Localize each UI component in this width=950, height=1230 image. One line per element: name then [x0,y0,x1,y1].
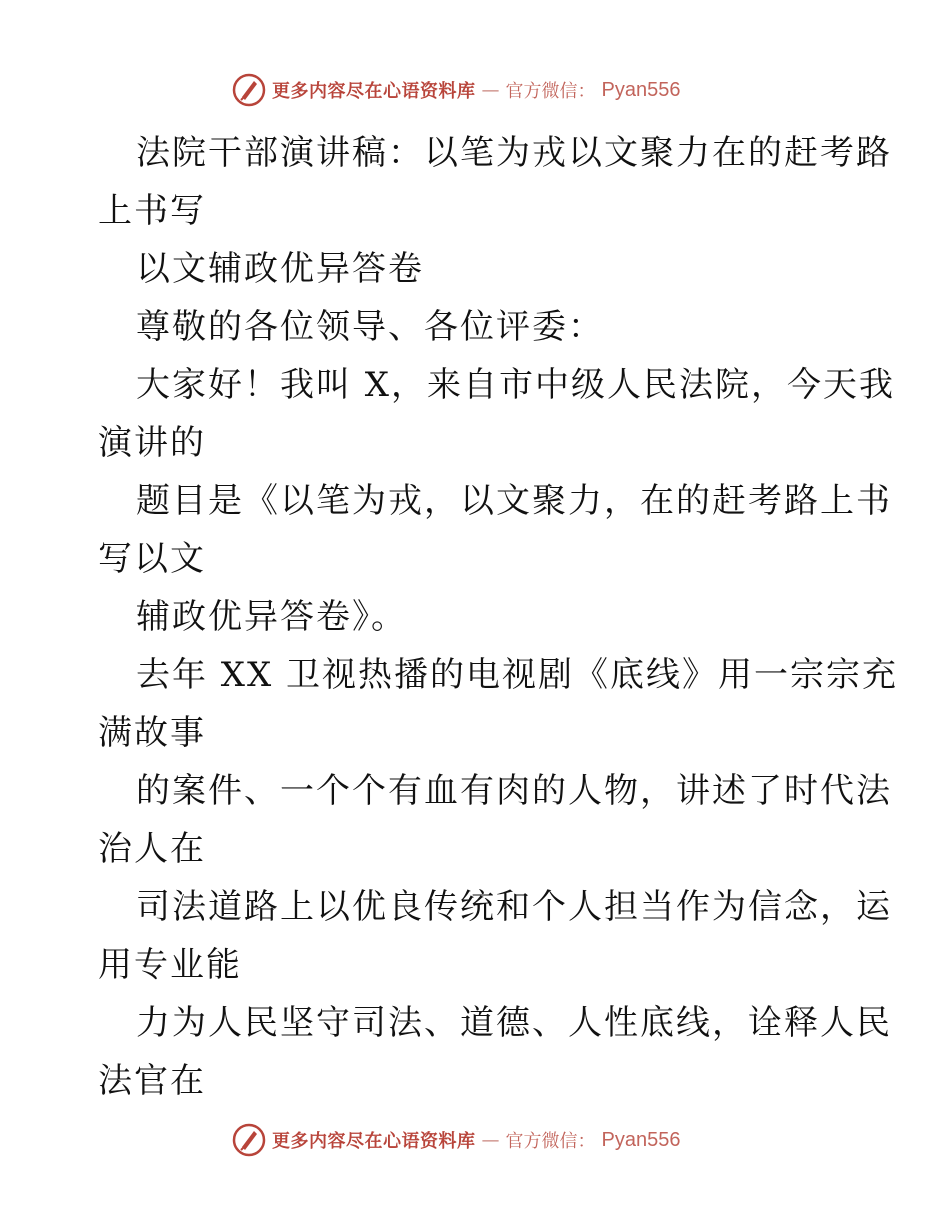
paragraph-line: 去年 XX 卫视热播的电视剧《底线》用一宗宗充 [136,655,899,695]
watermark-separator: — [481,79,500,101]
paragraph-line: 题目是《以笔为戎，以文聚力，在的赶考路上书 [136,481,892,521]
paragraph-line: 写以文 [98,539,206,579]
watermark-text: 更多内容尽在心语资料库 [272,1131,476,1152]
watermark-account-label: 官方微信： [505,1131,596,1152]
paragraph-line: 大家好！我叫 X，来自市中级人民法院，今天我 [136,365,896,405]
header-watermark [232,72,680,108]
document-body [98,124,899,1110]
paragraph-line: 法官在 [98,1061,206,1101]
paragraph-line: 演讲的 [98,423,206,463]
paragraph-line: 治人在 [98,829,206,869]
paragraph-line: 的案件、一个个有血有肉的人物，讲述了时代法 [136,771,892,811]
paragraph-line: 用专业能 [98,945,242,985]
watermark-account-label: 官方微信： [505,81,596,102]
footer-watermark [232,1122,680,1158]
quill-seal-icon [232,1123,266,1157]
paragraph-line: 力为人民坚守司法、道德、人性底线，诠释人民 [136,1003,892,1043]
watermark-text: 更多内容尽在心语资料库 [272,81,476,102]
document-title-line: 法院干部演讲稿：以笔为戎以文聚力在的赶考路 [136,133,892,173]
paragraph-line: 满故事 [98,713,206,753]
paragraph-line: 辅政优异答卷》。 [136,597,407,637]
document-title-line: 上书写 [98,191,206,231]
watermark-account-id: Pyan556 [601,78,681,101]
document-subtitle-line: 以文辅政优异答卷 [136,249,424,289]
watermark-account-id: Pyan556 [601,1128,681,1151]
salutation-line: 尊敬的各位领导、各位评委： [136,307,604,347]
quill-seal-icon [232,73,266,107]
paragraph-line: 司法道路上以优良传统和个人担当作为信念，运 [136,887,892,927]
watermark-separator: — [481,1129,500,1151]
